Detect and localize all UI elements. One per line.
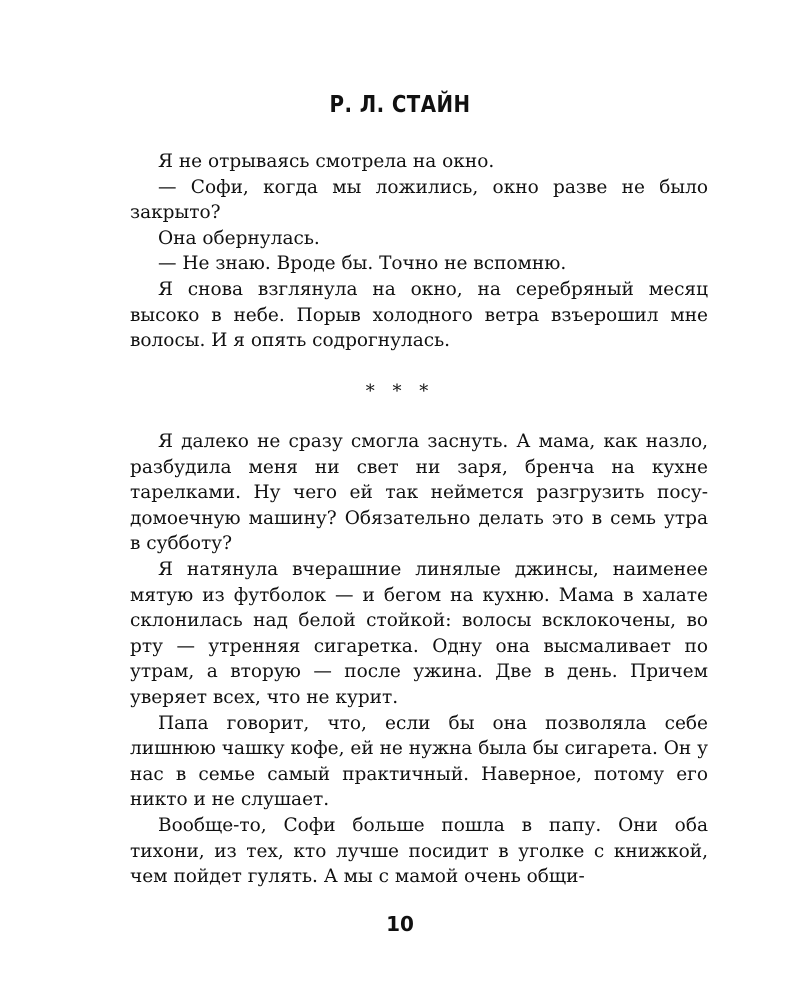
paragraph: Папа говорит, что, если бы она позволяла себе лишнюю чашку кофе, ей не нужна была бы сигарета. Он у нас в семье самый практичный. Наверное, потому его никто и не слушает.	[130, 712, 708, 811]
text-section-1	[130, 149, 708, 354]
paragraph: — Софи, когда мы ложились, окно разве не было закрыто?	[130, 176, 708, 224]
page-number: 10	[386, 912, 414, 936]
paragraph: Я снова взглянула на окно, на серебряный месяц высоко в небе. Порыв холодного ветра взъерошил мне волосы. И я опять содрогнулась.	[130, 278, 708, 352]
paragraph: Я натянула вчерашние линялые джинсы, наименее мятую из футболок — и бегом на кухню. Мама в халате склонилась над белой стойкой: волосы всклокочены, во рту — утренняя сигаретка. Одну она высмаливает по утрам, а вторую — после ужина. Две в день. Причем уверяет всех, что не курит.	[130, 558, 708, 708]
paragraph: Я далеко не сразу смогла заснуть. А мама, как назло, разбудила меня ни свет ни заря, бренча на кухне тарелками. Ну чего ей так неймется разгрузить посудомоечную машину? Обязательно делать это в семь утра в субботу?	[130, 431, 708, 555]
paragraph: Вообще-то, Софи больше пошла в папу. Они оба тихони, из тех, кто лучше посидит в уголке с книжкой, чем пойдет гулять. А мы с мамой очень общи-	[130, 814, 708, 888]
paragraph: — Не знаю. Вроде бы. Точно не вспомню.	[158, 253, 567, 275]
text-section-2	[130, 429, 708, 890]
running-header-author: Р. Л. СТАЙН	[329, 92, 471, 118]
section-separator: * * *	[365, 381, 435, 402]
paragraph: Я не отрываясь смотрела на окно.	[158, 151, 495, 172]
paragraph: Она обернулась.	[158, 227, 320, 249]
